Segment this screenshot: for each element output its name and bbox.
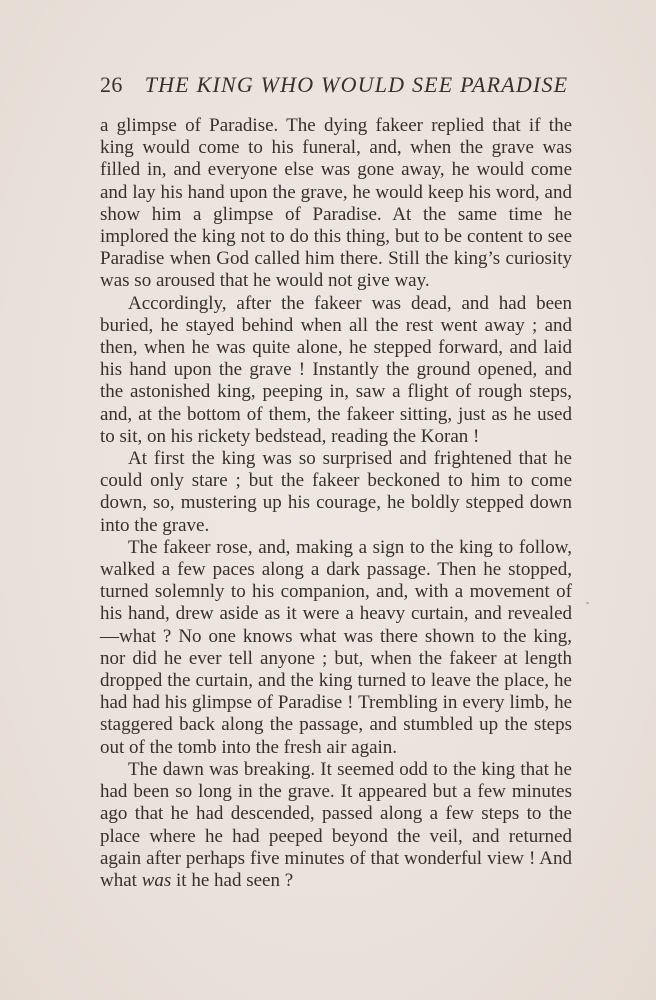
running-head xyxy=(100,72,570,102)
paragraph-5 xyxy=(100,759,572,892)
paragraph-1: a glimpse of Paradise. The dying fakeer replied that if the king would come to his funeral, and, when the grave was filled in, and everyone else was gone away, he would come and lay his hand upon the grave, he would keep his word, and show him a glimpse of Paradise. At the same time he implored the king not to do this thing, but to be content to see Paradise when God called him there. Still the king’s curiosity was so aroused that he would not give way. xyxy=(100,115,572,292)
paragraph-4: The fakeer rose, and, making a sign to the king to follow, walked a few paces along a dark passage. Then he stopped, turned solemnly to his companion, and, with a movement of his hand, drew aside as it were a heavy curtain, and revealed—what ? No one knows what was there shown to the king, nor did he ever tell anyone ; but, when the fakeer at length dropped the curtain, and the king turned to leave the place, he had had his glimpse of Paradise ! Trembling in every limb, he staggered back along the passage, and stumbled up the steps out of the tomb into the fresh air again. xyxy=(100,536,572,758)
paragraph-2: Accordingly, after the fakeer was dead, and had been buried, he stayed behind when all the rest went away ; and then, when he was quite alone, he stepped forward, and laid his hand upon the grave ! Instantly the ground opened, and the astonished king, peeping in, saw a flight of rough steps, and, at the bottom of them, the fakeer sitting, just as he used to sit, on his rickety bedstead, reading the Koran ! xyxy=(100,292,572,447)
page-blemish xyxy=(586,602,589,604)
body-text xyxy=(100,115,572,892)
paragraph-3: At first the king was so surprised and frightened that he could only stare ; but the fakeer beckoned to him to come down, so, mustering up his courage, he boldly stepped down into the grave. xyxy=(100,448,572,536)
paragraph-5-end: it he had seen ? xyxy=(171,869,294,891)
running-title: THE KING WHO WOULD SEE PARADISE xyxy=(144,72,569,97)
paragraph-5-text: The dawn was breaking. It seemed odd to the king that he had been so long in the grave. It appeared but a few minutes ago that he had descended, passed along a few steps to the place where he had peeped beyond the veil, and returned again after perhaps five minutes of that wonderful view ! And what xyxy=(100,758,572,891)
page-number: 26 xyxy=(100,72,123,97)
emphasis-was: was xyxy=(141,869,172,891)
